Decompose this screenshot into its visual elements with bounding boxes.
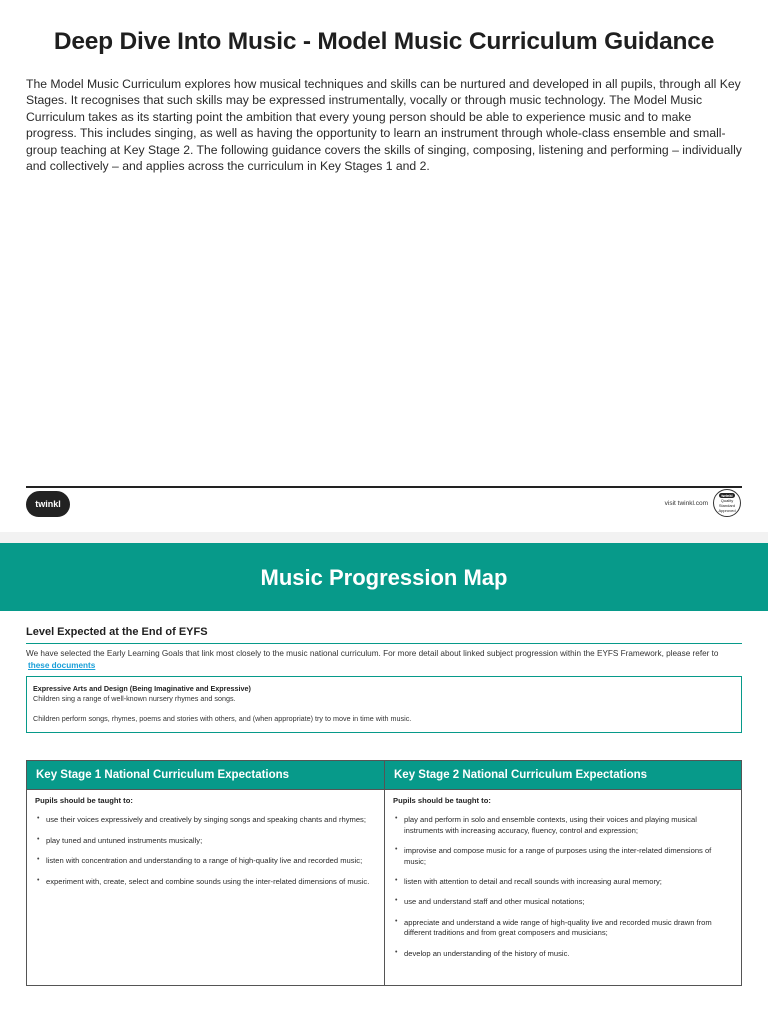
page-title: Deep Dive Into Music - Model Music Curriculum Guidance — [53, 28, 715, 55]
ks2-list — [393, 815, 733, 959]
list-item: • use their voices expressively and creatively by singing songs and speaking chants and rhymes; — [35, 815, 376, 825]
progression-banner: Music Progression Map — [0, 543, 768, 611]
list-item: • listen with concentration and understanding to a range of high-quality live and recorded music; — [35, 856, 376, 866]
list-item: • listen with attention to detail and recall sounds with increasing aural memory; — [393, 877, 733, 887]
eyfs-heading: Level Expected at the End of EYFS — [26, 626, 742, 644]
eyfs-intro — [26, 648, 742, 671]
footer-divider — [26, 486, 742, 488]
visit-link-text: visit twinkl.com — [664, 500, 708, 507]
badge-caption: Quality Standard Approved — [718, 498, 736, 513]
list-item: • play tuned and untuned instruments musically; — [35, 836, 376, 846]
eyfs-goal-2: Children perform songs, rhymes, poems and stories with others, and (when appropriate) try to move in time with music. — [33, 714, 412, 724]
list-item: • improvise and compose music for a range of purposes using the inter-related dimensions of music; — [393, 846, 733, 867]
list-item: • use and understand staff and other musical notations; — [393, 897, 733, 907]
ks2-heading: Key Stage 2 National Curriculum Expectations — [385, 761, 741, 790]
twinkl-logo: twinkl — [26, 491, 70, 517]
list-item: • appreciate and understand a wide range of high-quality live and recorded music drawn from different traditions and from great composers and musicians; — [393, 918, 733, 939]
ks2-body — [385, 790, 741, 959]
ks2-column — [384, 761, 741, 985]
eyfs-section — [26, 611, 742, 733]
ks1-body — [27, 790, 384, 887]
key-stage-table — [26, 760, 742, 986]
quality-badge-icon — [713, 489, 741, 517]
list-item: • experiment with, create, select and combine sounds using the inter-related dimensions of music. — [35, 877, 376, 887]
ks1-heading: Key Stage 1 National Curriculum Expectations — [27, 761, 384, 790]
ks2-subheading: Pupils should be taught to: — [393, 796, 491, 805]
page-separator — [0, 532, 768, 543]
eyfs-goals-box — [26, 676, 742, 733]
these-documents-link[interactable]: these documents — [28, 660, 96, 670]
badge-logo-text: twinkl — [721, 493, 733, 498]
list-item: • play and perform in solo and ensemble contexts, using their voices and playing musical instruments with increasing accuracy, fluency, control and expression; — [393, 815, 733, 836]
ks1-list — [35, 815, 376, 887]
eyfs-goal-1: Children sing a range of well-known nursery rhymes and songs. — [33, 694, 236, 704]
ks1-column — [27, 761, 384, 985]
eyfs-intro-text: We have selected the Early Learning Goals that link most closely to the music national curriculum. For more detail about linked subject progression within the EYFS Framework, please refer to — [26, 649, 719, 658]
ks1-subheading: Pupils should be taught to: — [35, 796, 133, 805]
eyfs-box-title: Expressive Arts and Design (Being Imaginative and Expressive) — [33, 684, 251, 694]
intro-paragraph: The Model Music Curriculum explores how musical techniques and skills can be nurtured and developed in all pupils, through all Key Stages. It recognises that such skills may be expressed instrumentally, vocally or through music technology. The Model Music Curriculum takes as its starting point the ambition that every young person should be able to experience music and to make progress. This includes singing, as well as having the opportunity to learn an instrument through whole-class ensemble and small-group teaching at Key Stage 2. The following guidance covers the skills of singing, composing, listening and performing – individually and collectively – and applies across the curriculum in Key Stages 1 and 2. — [26, 77, 742, 174]
list-item: • develop an understanding of the history of music. — [393, 949, 733, 959]
